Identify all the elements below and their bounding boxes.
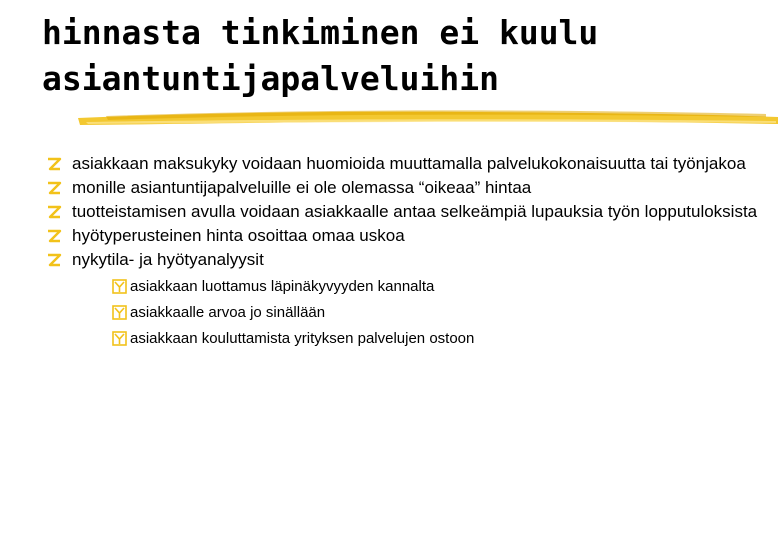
z-bullet-icon (46, 252, 62, 268)
bullet-text: asiakkaan maksukyky voidaan huomioida muuttamalla palvelukokonaisuutta tai työnjakoa (72, 154, 746, 173)
sub-bullet-list (72, 274, 766, 352)
z-bullet-icon (46, 228, 62, 244)
bullet-item (46, 248, 766, 352)
bullet-list (46, 152, 766, 352)
sub-bullet-text: asiakkaan kouluttamista yrityksen palvelujen ostoon (130, 330, 475, 347)
bullet-text: monille asiantuntijapalveluille ei ole olemassa “oikeaa” hintaa (72, 178, 532, 197)
checkbox-bullet-icon (112, 331, 127, 346)
title-brush-underline (76, 102, 780, 132)
sub-bullet-text: asiakkaan luottamus läpinäkyvyyden kannalta (130, 278, 435, 295)
z-bullet-icon (46, 156, 62, 172)
bullet-item (46, 176, 766, 200)
bullet-text: nykytila- ja hyötyanalyysit (72, 250, 264, 269)
checkbox-bullet-icon (112, 279, 127, 294)
sub-bullet-text: asiakkaalle arvoa jo sinällään (130, 304, 326, 321)
bullet-item (46, 224, 766, 248)
bullet-item (46, 152, 766, 176)
checkbox-bullet-icon (112, 305, 127, 320)
bullet-text: tuotteistamisen avulla voidaan asiakkaalle antaa selkeämpiä lupauksia työn lopputuloksista (72, 202, 758, 221)
slide-title-line-1: hinnasta tinkiminen ei kuulu (42, 13, 599, 52)
z-bullet-icon (46, 204, 62, 220)
slide-title (42, 10, 762, 102)
bullet-text: hyötyperusteinen hinta osoittaa omaa uskoa (72, 226, 405, 245)
sub-bullet-item (110, 326, 766, 352)
z-bullet-icon (46, 180, 62, 196)
slide-title-line-2: asiantuntijapalveluihin (42, 59, 499, 98)
bullet-item (46, 200, 766, 224)
sub-bullet-item (110, 300, 766, 326)
sub-bullet-item (110, 274, 766, 300)
